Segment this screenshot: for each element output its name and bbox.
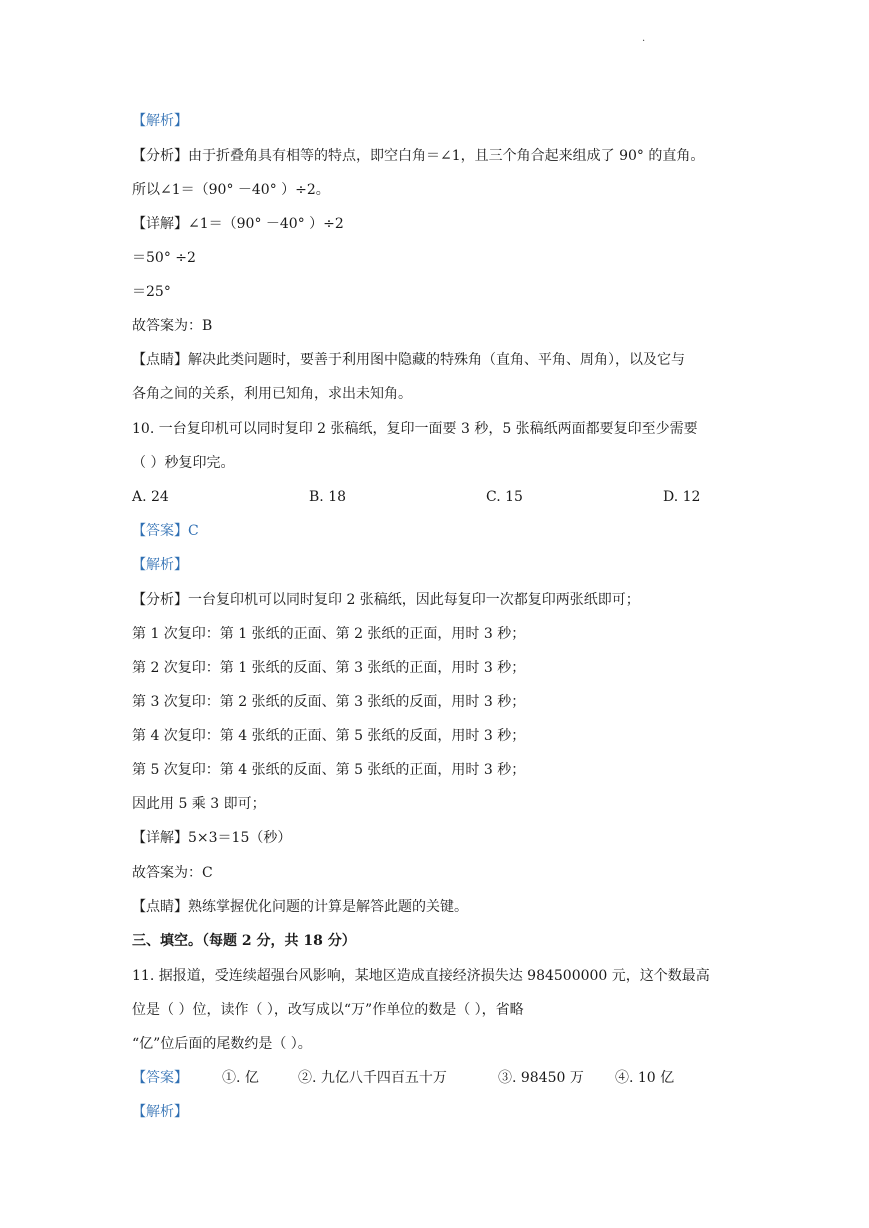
copy-step-1: 第 1 次复印：第 1 张纸的正面、第 2 张纸的正面，用时 3 秒； — [132, 626, 526, 642]
answer-10-text: 【答案】C — [132, 523, 199, 539]
answer-10 — [132, 521, 199, 541]
question-11-line-1: 11. 据报道，受连续超强台风影响，某地区造成直接经济损失达 984500000 元，这个数最高 — [132, 968, 710, 984]
analysis-1-line-1: 【分析】由于折叠角具有相等的特点，即空白角＝∠1，且三个角合起来组成了 90° 的直角。 — [132, 148, 705, 164]
option-c: C. 15 — [486, 489, 523, 505]
section-3-heading: 三、填空。（每题 2 分，共 18 分） — [132, 933, 356, 949]
jiexi-label-1: 【解析】 — [132, 113, 188, 129]
answer-11-item-2: ②. 九亿八千四百五十万 — [298, 1070, 447, 1086]
jiexi-label-3: 【解析】 — [132, 1104, 188, 1120]
answer-11-item-4: ④. 10 亿 — [615, 1070, 675, 1086]
question-10-line-1: 10. 一台复印机可以同时复印 2 张稿纸，复印一面要 3 秒，5 张稿纸两面都要复印至少需要 — [132, 421, 698, 437]
option-d: D. 12 — [663, 489, 701, 505]
analysis-2: 【分析】一台复印机可以同时复印 2 张稿纸，因此每复印一次都复印两张纸即可； — [132, 592, 640, 608]
analysis-1-line-2: 所以∠1＝（90° －40° ）÷2。 — [132, 182, 330, 198]
answer-11-item-3: ③. 98450 万 — [498, 1070, 584, 1086]
jiexi-label-2: 【解析】 — [132, 557, 188, 573]
header-mark: . — [642, 33, 646, 44]
copy-step-4: 第 4 次复印：第 4 张纸的正面、第 5 张纸的反面，用时 3 秒； — [132, 728, 526, 744]
detail-1: 【详解】∠1＝（90° －40° ）÷2 — [132, 216, 344, 232]
copy-step-2: 第 2 次复印：第 1 张纸的反面、第 3 张纸的正面，用时 3 秒； — [132, 660, 526, 676]
detail-2: 【详解】5×3＝15（秒） — [132, 830, 292, 846]
answer-11-label: 【答案】 — [132, 1070, 188, 1086]
copy-step-3: 第 3 次复印：第 2 张纸的反面、第 3 张纸的反面，用时 3 秒； — [132, 694, 526, 710]
question-11-line-2: 位是（ ）位，读作（ ），改写成以“万”作单位的数是（ ），省略 — [132, 1002, 524, 1018]
question-11-line-3: “亿”位后面的尾数约是（ ）。 — [132, 1036, 312, 1052]
comment-1-line-2: 各角之间的关系，利用已知角，求出未知角。 — [132, 386, 412, 402]
step-2: ＝25° — [132, 284, 171, 300]
comment-1-line-1: 【点睛】解决此类问题时，要善于利用图中隐藏的特殊角（直角、平角、周角），以及它与 — [132, 352, 685, 368]
answer-11-item-1: ①. 亿 — [222, 1070, 259, 1086]
answer-2: 故答案为：C — [132, 865, 213, 881]
question-10-line-2: （ ）秒复印完。 — [132, 455, 235, 471]
comment-2: 【点睛】熟练掌握优化问题的计算是解答此题的关键。 — [132, 899, 468, 915]
conclusion: 因此用 5 乘 3 即可； — [132, 796, 266, 812]
option-a: A. 24 — [132, 489, 169, 505]
step-1: ＝50° ÷2 — [132, 250, 196, 266]
answer-1: 故答案为：B — [132, 318, 213, 334]
copy-step-5: 第 5 次复印：第 4 张纸的反面、第 5 张纸的正面，用时 3 秒； — [132, 762, 526, 778]
option-b: B. 18 — [309, 489, 347, 505]
